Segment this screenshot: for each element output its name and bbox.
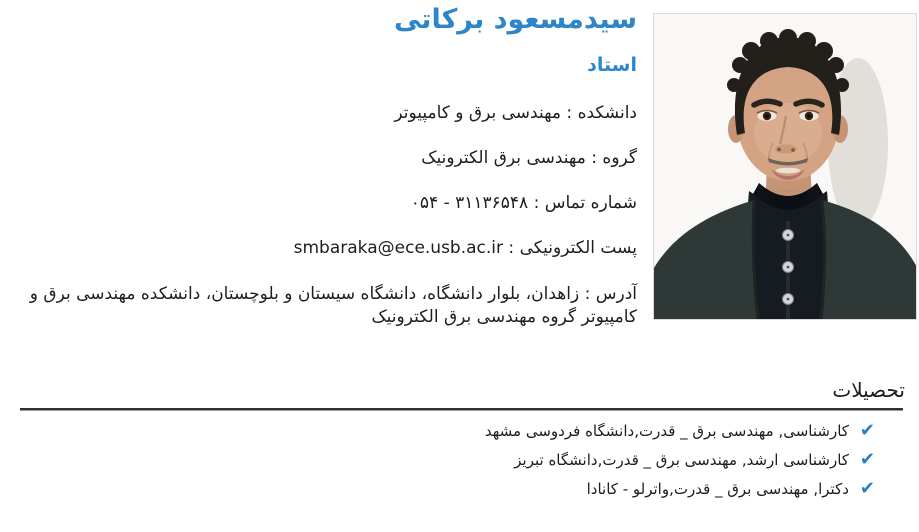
detail-row-address xyxy=(0,283,637,329)
label-separator: : xyxy=(579,284,596,304)
education-heading: تحصیلات xyxy=(832,378,905,402)
phone-value: ۳۱۱۳۶۵۴۸ - ۰۵۴ xyxy=(410,193,529,213)
profile-name: سیدمسعود برکاتی xyxy=(393,4,637,35)
education-item xyxy=(485,421,875,442)
detail-row-department xyxy=(0,148,637,169)
detail-row-phone xyxy=(0,193,637,214)
label-separator: : xyxy=(528,193,545,213)
profile-rank: استاد xyxy=(587,54,637,76)
label-separator: : xyxy=(503,238,520,258)
address-label: آدرس xyxy=(595,284,637,304)
address-value: زاهدان، بلوار دانشگاه، دانشگاه سیستان و بلوچستان، دانشکده مهندسی برق و کامپیوتر گروه مهندسی برق الکترونیک xyxy=(29,284,637,327)
label-separator: : xyxy=(585,148,603,168)
check-icon: ✔ xyxy=(859,477,875,499)
detail-row-email xyxy=(0,238,637,259)
education-list xyxy=(485,421,875,508)
check-icon: ✔ xyxy=(859,448,875,470)
email-value: smbaraka@ece.usb.ac.ir xyxy=(293,238,504,258)
profile-details xyxy=(0,103,637,329)
education-item xyxy=(485,450,875,471)
faculty-label: دانشکده xyxy=(577,103,637,123)
profile-info xyxy=(0,0,637,329)
education-item-text: دکترا, مهندسی برق _ قدرت,واترلو - کانادا xyxy=(586,480,849,498)
check-icon: ✔ xyxy=(859,419,875,441)
email-label: پست الکترونیکی xyxy=(519,238,637,258)
education-item xyxy=(485,479,875,500)
detail-row-faculty xyxy=(0,103,637,124)
education-item-text: کارشناسی ارشد, مهندسی برق _ قدرت,دانشگاه تبریز xyxy=(514,451,849,469)
department-value: مهندسی برق الکترونیک xyxy=(421,148,586,168)
department-label: گروه xyxy=(602,148,637,168)
section-divider xyxy=(20,408,903,411)
label-separator: : xyxy=(561,103,578,123)
phone-label: شماره تماس xyxy=(544,193,637,213)
education-item-text: کارشناسی, مهندسی برق _ قدرت,دانشگاه فردوسی مشهد xyxy=(484,422,849,440)
portrait-illustration xyxy=(653,13,917,320)
faculty-value: مهندسی برق و کامپیوتر xyxy=(394,103,562,123)
profile-photo xyxy=(653,13,917,320)
